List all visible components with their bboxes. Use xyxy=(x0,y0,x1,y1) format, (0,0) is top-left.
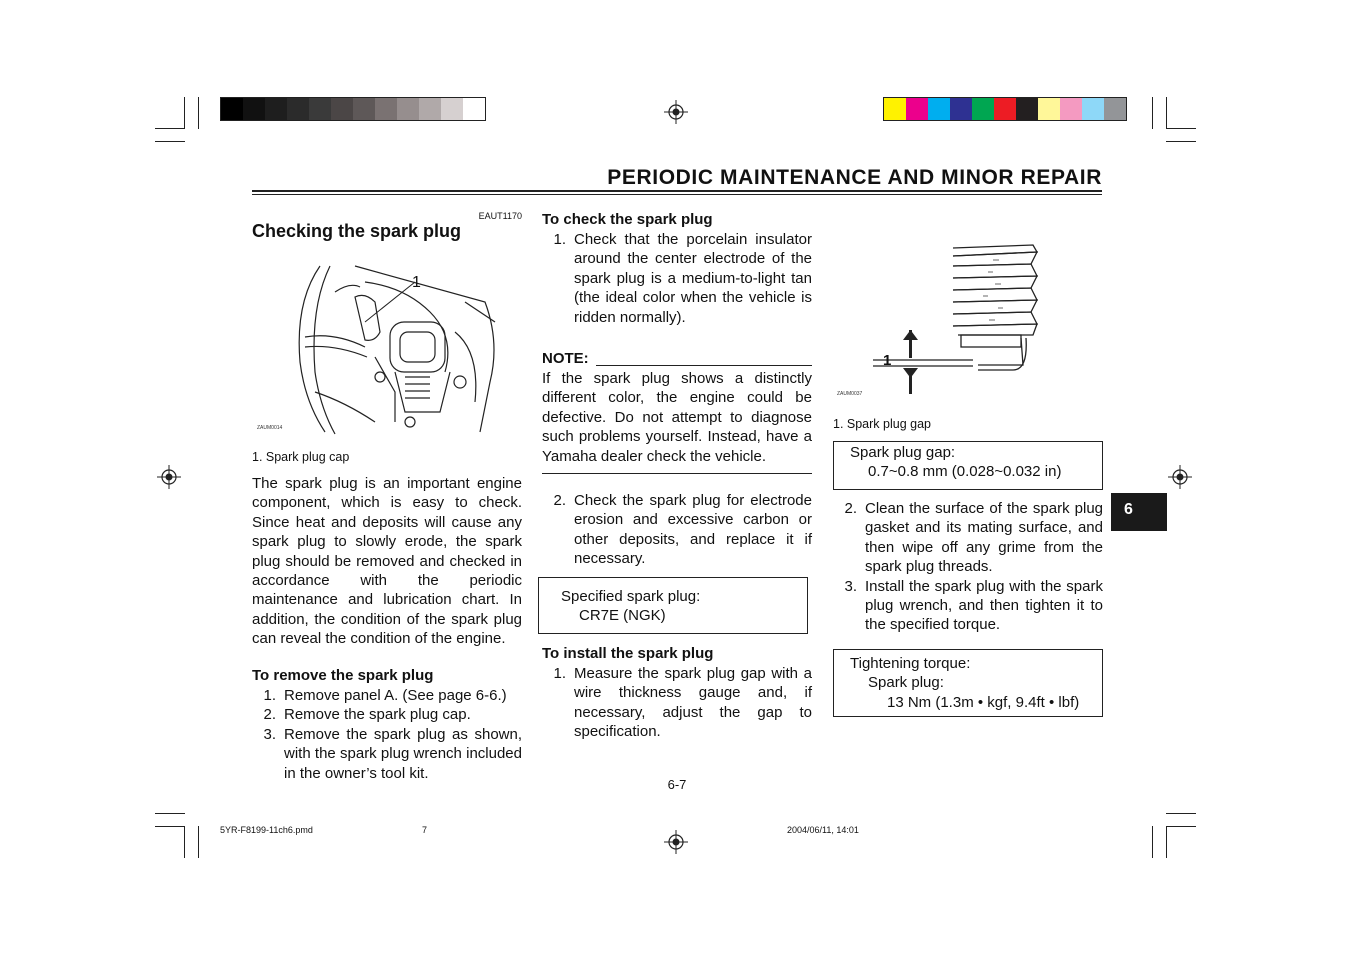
color-swatch xyxy=(994,98,1016,120)
check-steps-list xyxy=(542,230,812,327)
crop-mark xyxy=(1166,826,1167,858)
page-number: 6-7 xyxy=(667,777,687,792)
color-swatch xyxy=(1104,98,1126,120)
check-steps-list-2 xyxy=(542,491,812,569)
install-steps-list-2 xyxy=(833,499,1103,635)
figure-callout: 1 xyxy=(883,352,892,369)
color-swatch xyxy=(419,98,441,120)
color-swatch xyxy=(906,98,928,120)
crop-mark xyxy=(155,128,185,129)
registration-mark-icon xyxy=(1168,465,1192,489)
check-heading: To check the spark plug xyxy=(542,211,713,228)
spark-plug-gap-illustration xyxy=(833,240,1043,400)
crop-mark xyxy=(155,813,185,814)
figure-id: ZAUM0014 xyxy=(257,425,283,431)
registration-mark-icon xyxy=(664,100,688,124)
color-swatch xyxy=(353,98,375,120)
color-swatch xyxy=(221,98,243,120)
color-swatch xyxy=(1082,98,1104,120)
color-swatch xyxy=(243,98,265,120)
color-swatch xyxy=(928,98,950,120)
list-item: 1. Remove panel A. (See page 6-6.) xyxy=(263,687,507,704)
crop-mark xyxy=(198,97,199,129)
list-item: 1. Check that the porcelain insulator around the center electrode of the spark plug is a medium-to-light tan (the ideal color when the vehicle is ridden normally). xyxy=(553,231,812,326)
color-swatch xyxy=(375,98,397,120)
color-swatch xyxy=(309,98,331,120)
color-swatch xyxy=(331,98,353,120)
color-swatch xyxy=(972,98,994,120)
figure-caption: 1. Spark plug cap xyxy=(252,450,350,464)
list-item: 3. Remove the spark plug as shown, with the spark plug wrench included in the owner’s tool kit. xyxy=(263,725,522,782)
color-swatch xyxy=(1060,98,1082,120)
crop-mark xyxy=(1152,97,1153,129)
install-steps-list xyxy=(542,664,812,742)
note-rule xyxy=(596,365,812,366)
header-rule xyxy=(252,190,1102,192)
grayscale-strip xyxy=(220,97,486,121)
figure-callout: 1 xyxy=(412,274,421,291)
crop-mark xyxy=(155,141,185,142)
crop-mark xyxy=(184,826,185,858)
note-end-rule xyxy=(542,473,812,474)
spark-plug-cap-illustration xyxy=(255,262,500,437)
list-item: 1. Measure the spark plug gap with a wire thickness gauge and, if necessary, adjust the gap to specification. xyxy=(553,665,812,741)
crop-mark xyxy=(155,826,185,827)
footer-page: 7 xyxy=(422,825,428,835)
color-swatch xyxy=(463,98,485,120)
color-swatch xyxy=(397,98,419,120)
tightening-torque-box: Tightening torque: Spark plug: 13 Nm (1.3m • kgf, 9.4ft • lbf) xyxy=(833,649,1103,717)
list-item: 2. Remove the spark plug cap. xyxy=(263,706,471,724)
crop-mark xyxy=(1152,826,1153,858)
footer-filename: 5YR-F8199-11ch6.pmd xyxy=(220,825,313,835)
list-item: 3. Install the spark plug with the spark plug wrench, and then tighten it to the specified torque. xyxy=(844,577,1103,634)
crop-mark xyxy=(1166,141,1196,142)
section-code: EAUT1170 xyxy=(478,211,522,221)
color-swatch xyxy=(950,98,972,120)
list-item: 2. Clean the surface of the spark plug gasket and its mating surface, and then wipe off any grime from the spark plug threads. xyxy=(844,500,1103,576)
figure-caption: 1. Spark plug gap xyxy=(833,417,931,431)
note-label: NOTE: xyxy=(542,350,589,367)
crop-mark xyxy=(1166,97,1167,129)
header-rule xyxy=(252,194,1102,195)
note-text: If the spark plug shows a distinctly different color, the engine could be defective. Do not attempt to diagnose such problems yourself. Instead, have a Yamaha dealer check the vehicle. xyxy=(542,370,812,465)
remove-heading: To remove the spark plug xyxy=(252,667,434,684)
page-title: PERIODIC MAINTENANCE AND MINOR REPAIR xyxy=(607,166,1102,189)
crop-mark xyxy=(1166,813,1196,814)
footer-date: 2004/06/11, 14:01 xyxy=(787,825,859,835)
install-heading: To install the spark plug xyxy=(542,645,714,662)
spec-spark-plug-box: Specified spark plug: CR7E (NGK) xyxy=(538,577,808,634)
crop-mark xyxy=(198,826,199,858)
section-heading: Checking the spark plug xyxy=(252,221,462,241)
color-swatch xyxy=(1016,98,1038,120)
figure-id: ZAUM0037 xyxy=(837,391,863,397)
remove-steps-list xyxy=(252,686,522,783)
chapter-tab: 6 xyxy=(1111,493,1167,531)
color-swatch xyxy=(1038,98,1060,120)
registration-mark-icon xyxy=(664,830,688,854)
color-swatch xyxy=(441,98,463,120)
color-swatch xyxy=(287,98,309,120)
color-strip xyxy=(883,97,1127,121)
crop-mark xyxy=(1166,128,1196,129)
list-item: 2. Check the spark plug for electrode erosion and excessive carbon or other deposits, and replace it if necessary. xyxy=(553,492,812,568)
intro-paragraph: The spark plug is an important engine component, which is easy to check. Since heat and deposits will cause any spark plug to slowly erode, the spark plug should be removed and checked in accordance with the periodic maintenance and lubrication chart. In addition, the condition of the spark plug can reveal the condition of the engine. xyxy=(252,475,522,648)
color-swatch xyxy=(265,98,287,120)
registration-mark-icon xyxy=(157,465,181,489)
spark-plug-gap-box: Spark plug gap: 0.7~0.8 mm (0.028~0.032 in) xyxy=(833,441,1103,490)
color-swatch xyxy=(884,98,906,120)
crop-mark xyxy=(184,97,185,129)
crop-mark xyxy=(1166,826,1196,827)
